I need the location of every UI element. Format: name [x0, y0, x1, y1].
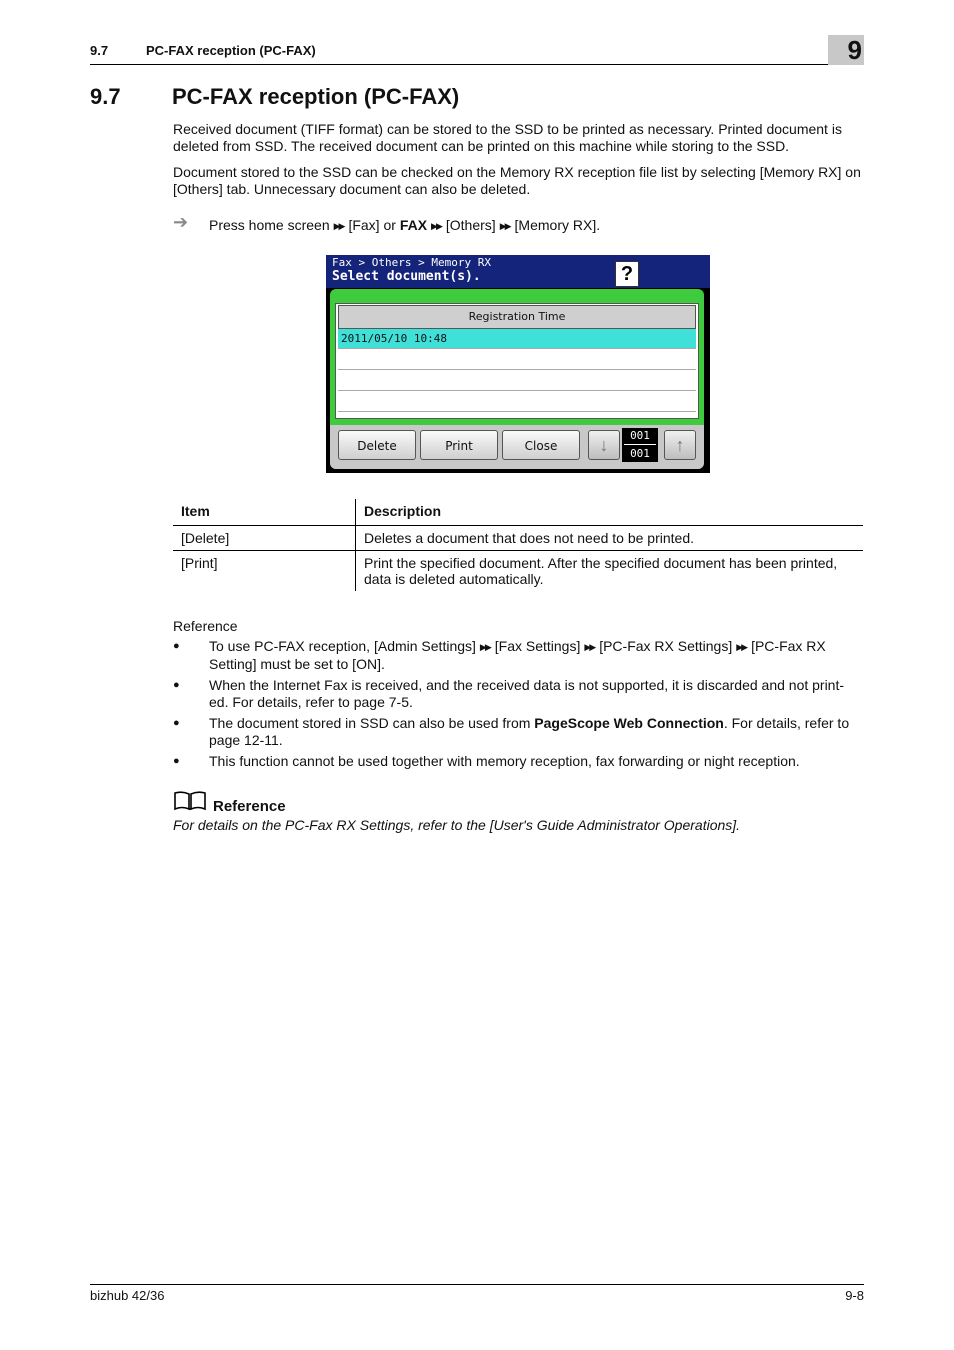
list-item[interactable]: [338, 371, 696, 391]
running-header: [90, 35, 864, 65]
table-header-row: [173, 499, 863, 526]
memory-rx-paragraph: Document stored to the SSD can be checked on the Memory RX reception file list by selecting [Memory RX] on [Others] tab. Unnecessary document can also be deleted.: [173, 164, 861, 197]
list-item[interactable]: [338, 392, 696, 412]
scroll-up-button[interactable]: [664, 430, 696, 460]
column-header-item: Item: [173, 499, 356, 526]
step-part: [Memory RX].: [514, 217, 601, 233]
bullet-text: [Fax Settings]: [494, 638, 581, 654]
delete-button[interactable]: Delete: [338, 430, 416, 460]
table-row: [173, 526, 863, 551]
step-part: Press home screen: [209, 217, 330, 233]
scroll-down-button[interactable]: [588, 430, 620, 460]
double-arrow-icon: ▶▶: [736, 642, 747, 652]
page-footer: [90, 1284, 864, 1303]
double-arrow-icon: ▶▶: [499, 221, 510, 231]
print-button[interactable]: Print: [420, 430, 498, 460]
reference-title: Reference: [213, 798, 286, 815]
step-part: [Others]: [445, 217, 496, 233]
pagescope-name: PageScope Web Connection: [534, 715, 724, 731]
bullet-icon: ●: [173, 717, 180, 729]
list-item: [173, 715, 863, 749]
table-cell-description: Deletes a document that does not need to be printed.: [356, 526, 864, 551]
document-list: [335, 303, 699, 419]
list-item: [173, 677, 863, 711]
page-total: 001: [630, 447, 650, 460]
panel-title-bar: [326, 255, 710, 288]
memory-rx-screenshot: [326, 255, 710, 473]
section-title: PC-FAX reception (PC-FAX): [172, 84, 460, 109]
step-part: [Fax] or: [348, 217, 396, 233]
procedure-step: [173, 212, 863, 235]
book-icon: [173, 790, 207, 812]
page-counter: [622, 428, 658, 462]
reference-text: For details on the PC-Fax RX Settings, refer to the [User's Guide Administrator Operations].: [173, 817, 741, 833]
list-header: Registration Time: [338, 305, 696, 329]
item-description-table: [173, 499, 863, 591]
step-text: [209, 217, 600, 233]
chapter-tab: [828, 35, 864, 65]
list-item: [173, 753, 863, 770]
step-fax-key: FAX: [399, 217, 428, 233]
bullet-text: To use PC-FAX reception, [Admin Settings]: [209, 638, 476, 654]
bullet-icon: ●: [173, 679, 180, 691]
column-header-description: Description: [356, 499, 864, 526]
panel-body: [330, 289, 704, 469]
bullet-icon: ●: [173, 755, 180, 767]
section-number: 9.7: [90, 84, 121, 109]
list-item[interactable]: [338, 350, 696, 370]
bullet-text: [PC-Fax RX Settings]: [599, 638, 733, 654]
bullet-text: [PC-Fax RX Setting] must be set to [ON].: [209, 638, 826, 672]
bullet-text: The document stored in SSD can also be used from: [209, 715, 531, 731]
chapter-number: 9: [847, 35, 862, 65]
double-arrow-icon: ▶▶: [479, 642, 490, 652]
right-arrow-icon: ➔: [173, 212, 189, 232]
help-button[interactable]: ?: [615, 261, 639, 287]
bullet-icon: ●: [173, 640, 180, 652]
list-item: [173, 638, 863, 673]
list-item[interactable]: 2011/05/10 10:48: [338, 329, 696, 349]
bullet-text: When the Internet Fax is received, and the received data is not supported, it is discarded and not print-ed. For details, refer to page 7-5.: [209, 677, 845, 710]
header-section-number: 9.7: [90, 43, 109, 58]
bullet-text: . For details, refer to page 12-11.: [209, 715, 850, 748]
reference-list: [173, 638, 863, 774]
table-cell-item: [Delete]: [173, 526, 356, 551]
panel-heading: Select document(s).: [332, 269, 481, 284]
footer-page-number: 9-8: [845, 1288, 864, 1303]
panel-button-strip: [330, 425, 704, 469]
header-section-title: PC-FAX reception (PC-FAX): [146, 43, 316, 58]
reference-label: Reference: [173, 618, 238, 634]
arrow-up-icon: ↑: [675, 435, 685, 455]
table-cell-description: Print the specified document. After the specified document has been printed, data is deleted automatically.: [364, 555, 838, 587]
double-arrow-icon: ▶▶: [333, 221, 344, 231]
arrow-down-icon: ↓: [599, 435, 609, 455]
double-arrow-icon: ▶▶: [584, 642, 595, 652]
double-arrow-icon: ▶▶: [431, 221, 441, 231]
footer-model: bizhub 42/36: [90, 1288, 165, 1303]
bullet-text: This function cannot be used together with memory reception, fax forwarding or night reception.: [209, 753, 800, 769]
table-row: [173, 551, 863, 592]
intro-paragraph: Received document (TIFF format) can be stored to the SSD to be printed as necessary. Printed document is deleted from SSD. The received document can be printed on this machine while storing to the SSD.: [173, 121, 842, 154]
close-button[interactable]: Close: [502, 430, 580, 460]
table-cell-item: [Print]: [173, 551, 356, 592]
page-current: 001: [630, 429, 650, 442]
panel-breadcrumb: Fax > Others > Memory RX: [332, 256, 491, 269]
